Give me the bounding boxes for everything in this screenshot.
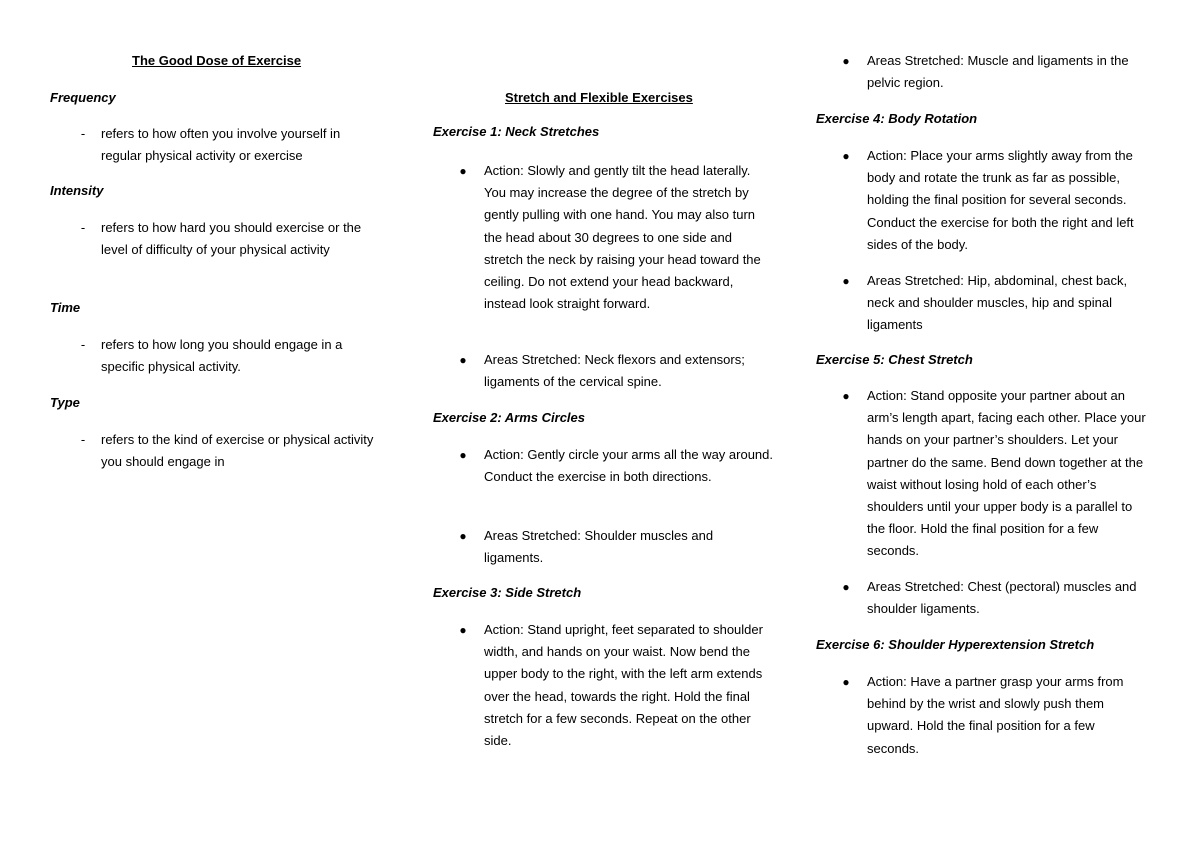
- bullet-marker: ●: [459, 353, 467, 367]
- bullet-marker: ●: [459, 164, 467, 178]
- action-text: Action: Have a partner grasp your arms from behind by the wrist and slowly push them upward. Hold the final position for a few seconds.: [867, 674, 1124, 756]
- exercise-heading: Exercise 2: Arms Circles: [433, 410, 586, 425]
- exercise-heading: Exercise 1: Neck Stretches: [433, 124, 600, 139]
- bullet-marker: ●: [842, 580, 850, 594]
- exercise-areas: [433, 525, 773, 569]
- definition-frequency: [50, 123, 380, 167]
- section-title: The Good Dose of Exercise: [132, 53, 302, 68]
- areas-text: Areas Stretched: Shoulder muscles and ligaments.: [484, 528, 714, 566]
- exercise-areas: [816, 576, 1146, 620]
- heading-intensity: Intensity: [50, 183, 104, 198]
- definition-text: refers to how often you involve yourself in regular physical activity or exercise: [101, 126, 341, 164]
- bullet-marker: ●: [842, 389, 850, 403]
- definition-text: refers to how hard you should exercise or the level of difficulty of your physical activity: [101, 220, 362, 258]
- definition-text: refers to how long you should engage in a specific physical activity.: [101, 337, 343, 375]
- action-text: Action: Slowly and gently tilt the head laterally. You may increase the degree of the stretch by gently pulling with one hand. You may also turn the head about 30 degrees to one side and stretch the neck by raising your head toward the ceiling. Do not extend your head backward, instead look straight forward.: [484, 163, 761, 312]
- areas-text: Areas Stretched: Neck flexors and extensors; ligaments of the cervical spine.: [484, 352, 745, 390]
- definition-intensity: [50, 217, 380, 261]
- dash-marker: -: [80, 126, 86, 141]
- bullet-marker: ●: [842, 274, 850, 288]
- exercise-action: [816, 145, 1146, 256]
- exercise-heading: Exercise 3: Side Stretch: [433, 585, 582, 600]
- exercise-areas: [816, 270, 1146, 337]
- exercise-heading: Exercise 5: Chest Stretch: [816, 352, 973, 367]
- exercise-heading: Exercise 6: Shoulder Hyperextension Stretch: [816, 637, 1095, 652]
- heading-time: Time: [50, 300, 81, 315]
- section-title: Stretch and Flexible Exercises: [505, 90, 693, 105]
- action-text: Action: Stand upright, feet separated to shoulder width, and hands on your waist. Now bend the upper body to the right, with the left arm extends over the head, towards the right. Hold the final stretch for a few seconds. Repeat on the other side.: [484, 622, 763, 749]
- definition-text: refers to the kind of exercise or physical activity you should engage in: [101, 432, 374, 470]
- exercise-action: [816, 385, 1146, 563]
- exercise-action: [433, 619, 773, 752]
- dash-marker: -: [80, 432, 86, 447]
- exercise-action: [816, 671, 1146, 760]
- action-text: Action: Stand opposite your partner about an arm’s length apart, facing each other. Place your hands on your partner’s shoulders. Let your partner do the same. Bend down together at the waist without losing hold of each other’s shoulders until your upper body is a parallel to the floor. Hold the final position for a few seconds.: [867, 388, 1146, 559]
- heading-frequency: Frequency: [50, 90, 116, 105]
- action-text: Action: Gently circle your arms all the way around. Conduct the exercise in both directions.: [484, 447, 774, 485]
- exercise-areas: [816, 50, 1146, 94]
- definition-time: [50, 334, 380, 378]
- dash-marker: -: [80, 337, 86, 352]
- bullet-marker: ●: [842, 54, 850, 68]
- definition-type: [50, 429, 380, 473]
- exercise-heading: Exercise 4: Body Rotation: [816, 111, 978, 126]
- heading-type: Type: [50, 395, 80, 410]
- bullet-marker: ●: [459, 623, 467, 637]
- dash-marker: -: [80, 220, 86, 235]
- bullet-marker: ●: [842, 675, 850, 689]
- bullet-marker: ●: [459, 529, 467, 543]
- action-text: Action: Place your arms slightly away from the body and rotate the trunk as far as possible, holding the final position for several seconds. Conduct the exercise for both the right and left sides of the body.: [867, 148, 1134, 252]
- exercise-action: [433, 444, 773, 488]
- areas-text: Areas Stretched: Hip, abdominal, chest back, neck and shoulder muscles, hip and spinal ligaments: [867, 273, 1128, 333]
- areas-text: Areas Stretched: Chest (pectoral) muscles and shoulder ligaments.: [867, 579, 1137, 617]
- areas-text: Areas Stretched: Muscle and ligaments in the pelvic region.: [867, 53, 1129, 91]
- bullet-marker: ●: [842, 149, 850, 163]
- bullet-marker: ●: [459, 448, 467, 462]
- exercise-action: [433, 160, 773, 315]
- exercise-areas: [433, 349, 773, 393]
